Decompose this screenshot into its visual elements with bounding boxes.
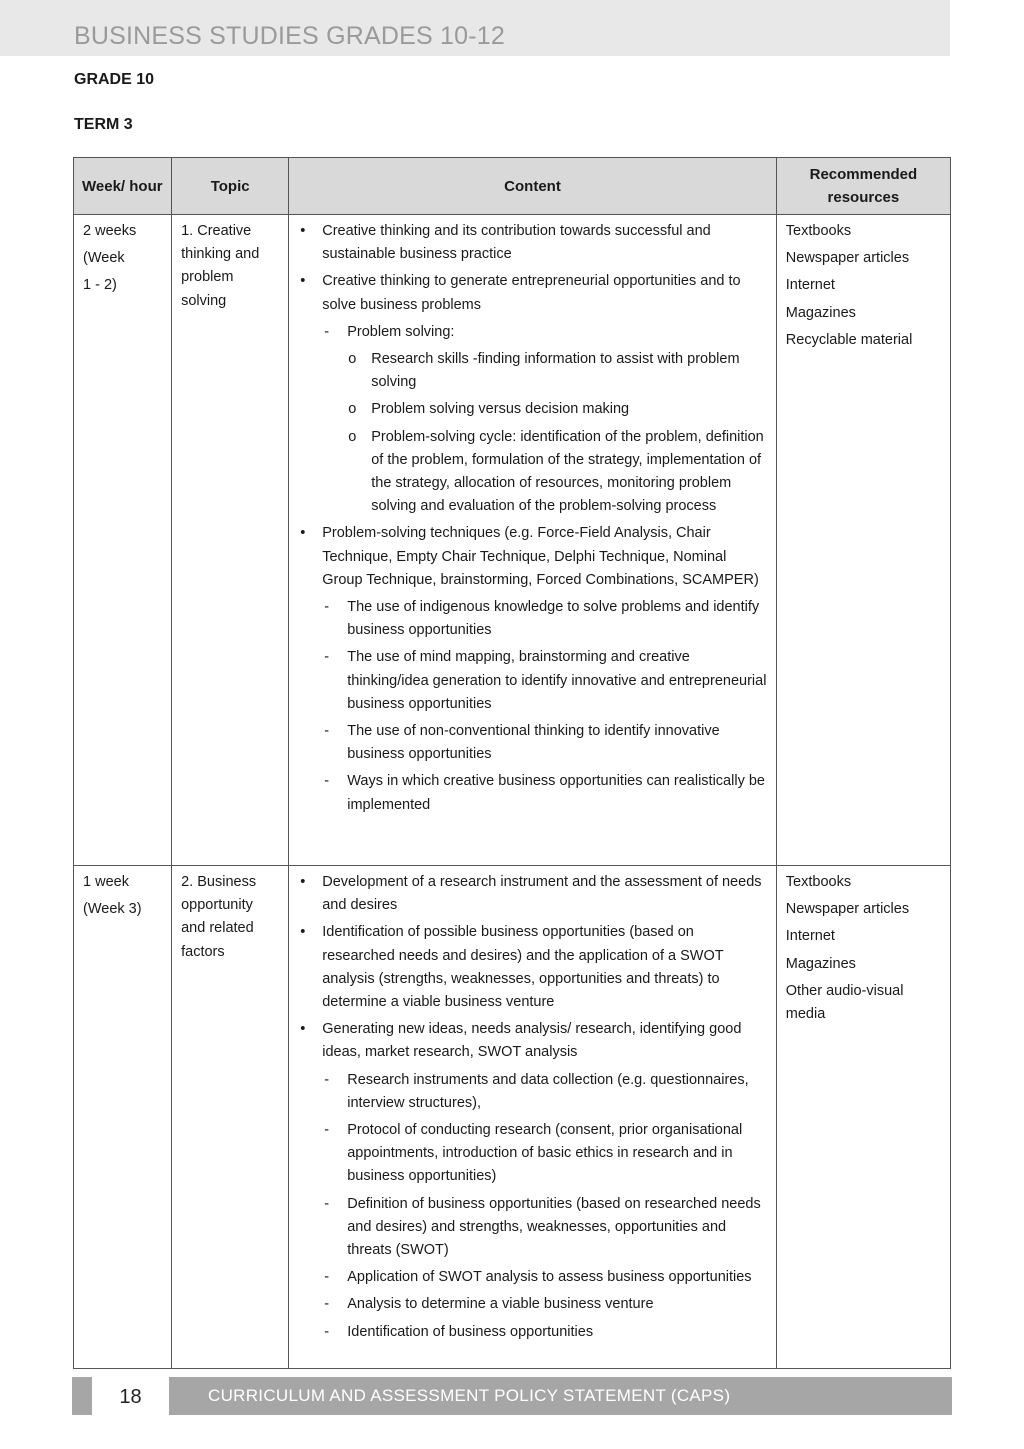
- content-bullet: • Development of a research instrument and the assessment of needs and desires: [298, 871, 768, 917]
- table-row: [74, 866, 951, 1369]
- content-dash: - Definition of business opportunities (based on researched needs and desires) and strengths, weaknesses, opportunities and threats (SWOT): [298, 1193, 768, 1263]
- week-line: (Week: [83, 250, 125, 267]
- term-heading: TERM 3: [74, 116, 133, 133]
- header-week: Week/ hour: [74, 158, 172, 215]
- content-circle: o Problem-solving cycle: identification of the problem, definition of the problem, formulation of the strategy, implementation of the strategy, allocation of resources, monitoring problem solving and evaluation of the problem-solving process: [298, 426, 768, 519]
- week-line: 1 week: [83, 874, 129, 890]
- content-bullet: • Creative thinking and its contribution towards successful and sustainable business practice: [298, 220, 768, 266]
- page-number: 18: [92, 1377, 169, 1415]
- content-cell: [289, 866, 777, 1369]
- resource-item: Textbooks: [785, 874, 852, 890]
- resource-item: Magazines: [785, 304, 856, 321]
- grade-heading: GRADE 10: [74, 71, 155, 88]
- content-bullet: • Generating new ideas, needs analysis/ research, identifying good ideas, market research, SWOT analysis: [298, 1018, 768, 1064]
- table-header-row: [74, 158, 951, 215]
- content-bullet: • Identification of possible business opportunities (based on researched needs and desires) and the application of a SWOT analysis (strengths, weaknesses, opportunities and threats) to determine a viable business venture: [298, 921, 768, 1014]
- content-bullet: • Creative thinking to generate entrepreneurial opportunities and to solve business problems: [298, 270, 768, 316]
- resource-item: Textbooks: [785, 223, 852, 239]
- content-dash: - Application of SWOT analysis to assess business opportunities: [298, 1266, 768, 1289]
- content-bullet: • Problem-solving techniques (e.g. Force-Field Analysis, Chair Technique, Empty Chair Technique, Delphi Technique, Nominal Group Technique, brainstorming, Forced Combinations, SCAMPER): [298, 522, 768, 592]
- content-dash: - The use of indigenous knowledge to solve problems and identify business opportunities: [298, 596, 768, 642]
- content-dash: - Protocol of conducting research (consent, prior organisational appointments, introduction of basic ethics in research and in business opportunities): [298, 1119, 768, 1189]
- week-line: (Week 3): [83, 901, 142, 918]
- header-topic: Topic: [172, 158, 289, 215]
- resource-item: Magazines: [785, 955, 856, 972]
- resource-item: Recyclable material: [785, 331, 913, 348]
- content-circle: o Research skills -finding information to assist with problem solving: [298, 348, 768, 394]
- resource-item: Other audio-visual media: [785, 982, 904, 1023]
- content-cell: [289, 215, 777, 866]
- header-content: Content: [289, 158, 777, 215]
- content-dash: - Identification of business opportunities: [298, 1321, 768, 1344]
- content-dash: - Ways in which creative business opportunities can realistically be implemented: [298, 770, 768, 816]
- resource-item: Internet: [785, 277, 835, 294]
- topic-cell: 1. Creative thinking and problem solving: [172, 215, 289, 866]
- resource-item: Newspaper articles: [785, 901, 910, 918]
- resource-item: Newspaper articles: [785, 250, 910, 267]
- week-cell: [74, 215, 172, 866]
- curriculum-table: [73, 157, 951, 1369]
- topic-cell: 2. Business opportunity and related factors: [172, 866, 289, 1369]
- footer-text: CURRICULUM AND ASSESSMENT POLICY STATEMENT (CAPS): [208, 1386, 731, 1405]
- resource-item: Internet: [785, 928, 835, 945]
- content-dash: - The use of non-conventional thinking to identify innovative business opportunities: [298, 720, 768, 766]
- content-dash: - Problem solving:: [298, 321, 768, 344]
- header-resources: Recommended resources: [776, 158, 950, 215]
- table-row: [74, 215, 951, 866]
- page-header-title: BUSINESS STUDIES GRADES 10-12: [74, 22, 505, 50]
- week-cell: [74, 866, 172, 1369]
- content-dash: - Research instruments and data collection (e.g. questionnaires, interview structures),: [298, 1069, 768, 1115]
- content-dash: - The use of mind mapping, brainstorming and creative thinking/idea generation to identify innovative and entrepreneurial business opportunities: [298, 646, 768, 716]
- resources-cell: [776, 215, 950, 866]
- resources-cell: [776, 866, 950, 1369]
- week-line: 2 weeks: [83, 223, 137, 239]
- content-dash: - Analysis to determine a viable business venture: [298, 1293, 768, 1316]
- week-line: 1 - 2): [83, 277, 117, 294]
- content-circle: o Problem solving versus decision making: [298, 398, 768, 421]
